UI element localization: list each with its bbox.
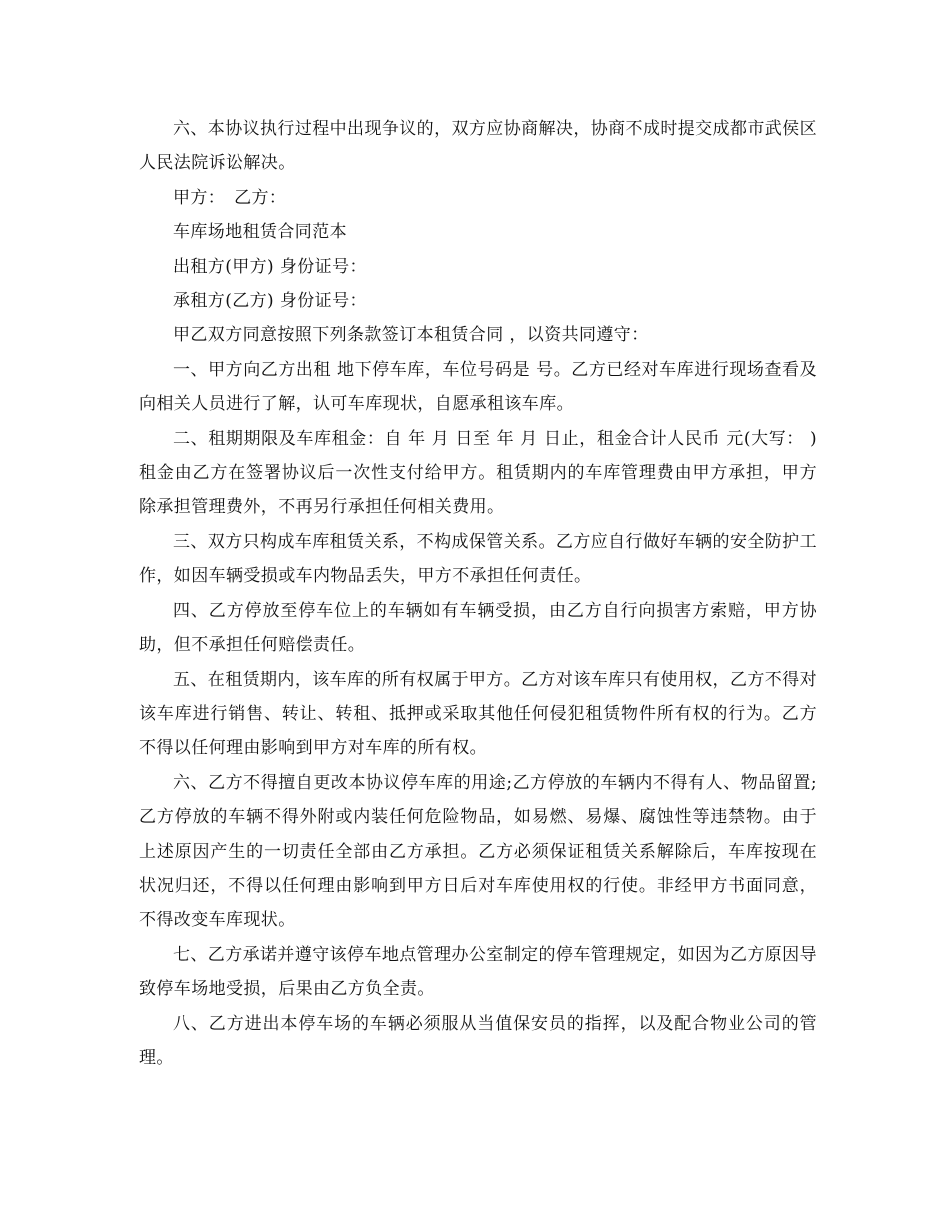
paragraph-lessor-id: 出租方(甲方) 身份证号： (173, 256, 367, 277)
paragraph-lessee-id: 承租方(乙方) 身份证号： (173, 291, 367, 312)
paragraph-dispute-clause: 六、本协议执行过程中出现争议的，双方应协商解决，协商不成时提交成都市武侯区人民法院诉讼解决。 (139, 119, 817, 174)
document-body (139, 112, 817, 1075)
paragraph-clause-2: 二、租期期限及车库租金：自 年 月 日至 年 月 日止，租金合计人民币 元(大写： )租金由乙方在签署协议后一次性支付给甲方。租赁期内的车库管理费由甲方承担，甲方除承担管理费外，不再另行承担任何相关费用。 (139, 428, 817, 518)
paragraph-signature-parties: 甲方： 乙方： (173, 187, 287, 208)
paragraph-clause-7: 七、乙方承诺并遵守该停车地点管理办公室制定的停车管理规定，如因为乙方原因导致停车场地受损，后果由乙方负全责。 (139, 944, 817, 1000)
paragraph-clause-5: 五、在租赁期内，该车库的所有权属于甲方。乙方对该车库只有使用权，乙方不得对该车库进行销售、转让、转租、抵押或采取其他任何侵犯租赁物件所有权的行为。乙方不得以任何理由影响到甲方对车库的所有权。 (139, 669, 817, 759)
paragraph-clause-8: 八、乙方进出本停车场的车辆必须服从当值保安员的指挥，以及配合物业公司的管理。 (139, 1013, 817, 1068)
paragraph-clause-3: 三、双方只构成车库租赁关系，不构成保管关系。乙方应自行做好车辆的安全防护工作，如因车辆受损或车内物品丢失，甲方不承担任何责任。 (139, 531, 817, 587)
paragraph-agreement-intro: 甲乙双方同意按照下列条款签订本租赁合同 ，以资共同遵守： (173, 325, 649, 346)
paragraph-clause-1: 一、甲方向乙方出租 地下停车库，车位号码是 号。乙方已经对车库进行现场查看及向相关人员进行了解，认可车库现状，自愿承租该车库。 (139, 359, 817, 415)
paragraph-contract-title: 车库场地租赁合同范本 (173, 222, 347, 243)
paragraph-clause-4: 四、乙方停放至停车位上的车辆如有车辆受损，由乙方自行向损害方索赔，甲方协助，但不承担任何赔偿责任。 (139, 600, 817, 656)
paragraph-clause-6: 六、乙方不得擅自更改本协议停车库的用途;乙方停放的车辆内不得有人、物品留置;乙方停放的车辆不得外附或内装任何危险物品，如易燃、易爆、腐蚀性等违禁物。由于上述原因产生的一切责任全部由乙方承担。乙方必须保证租赁关系解除后，车库按现在状况归还，不得以任何理由影响到甲方日后对车库使用权的行使。非经甲方书面同意，不得改变车库现状。 (139, 772, 817, 931)
